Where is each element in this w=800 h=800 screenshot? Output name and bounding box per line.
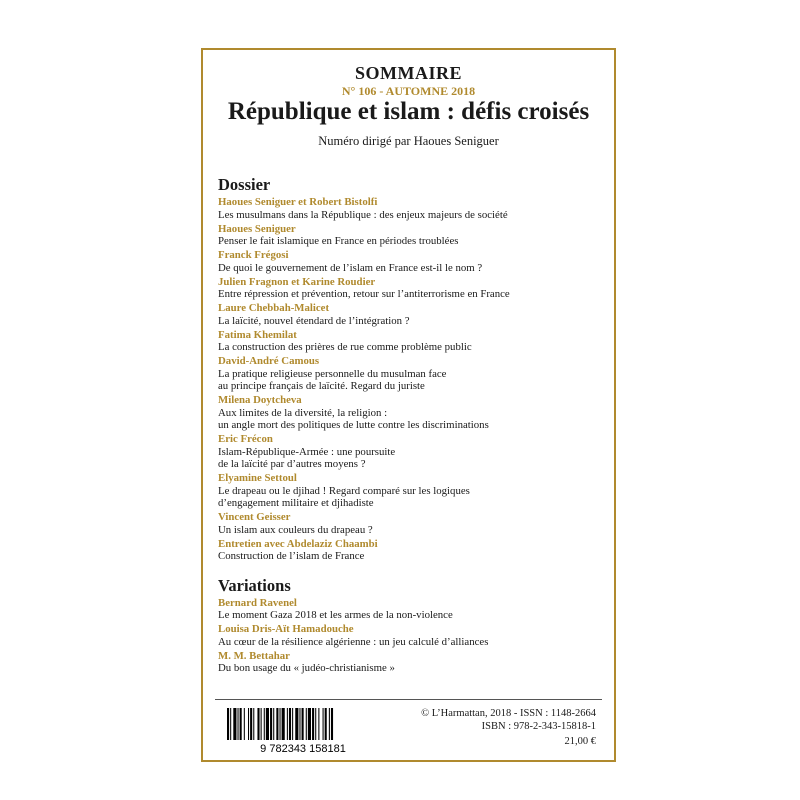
entry-title: Aux limites de la diversité, la religion : xyxy=(218,406,388,419)
table-of-contents xyxy=(218,176,603,676)
entry-title: Penser le fait islamique en France en périodes troublées xyxy=(218,235,459,247)
entry-author: Vincent Geisser xyxy=(218,511,291,523)
toc-entry xyxy=(218,302,603,327)
entry-author: Fatima Khemilat xyxy=(218,328,297,341)
entry-title: De quoi le gouvernement de l’islam en France est-il le nom ? xyxy=(218,261,483,274)
entry-title: au principe français de laïcité. Regard du juriste xyxy=(218,380,425,392)
barcode-digits: 9 782343 158181 xyxy=(260,743,346,753)
copyright-line: © L’Harmattan, 2018 - ISSN : 1148-2664 xyxy=(421,708,596,719)
toc-entry xyxy=(218,650,603,675)
toc-entry xyxy=(218,538,603,563)
isbn-line: ISBN : 978-2-343-15818-1 xyxy=(481,721,596,732)
entry-title: Islam-République-Armée : une poursuite xyxy=(218,445,396,458)
entry-author: Laure Chebbah-Malicet xyxy=(218,302,330,314)
toc-entry xyxy=(218,249,603,274)
entry-title: Au cœur de la résilience algérienne : un jeu calculé d’alliances xyxy=(218,635,489,648)
entry-title: de la laïcité par d’autres moyens ? xyxy=(218,458,366,470)
entry-author: Franck Frégosi xyxy=(218,249,289,261)
issue-title: République et islam : défis croisés xyxy=(227,98,590,125)
entry-title: Entre répression et prévention, retour sur l’antiterrorisme en France xyxy=(218,288,510,300)
issue-editor: Numéro dirigé par Haoues Seniguer xyxy=(318,134,499,148)
entry-title: Construction de l’islam de France xyxy=(218,550,365,562)
toc-entry xyxy=(218,511,603,536)
entry-author: Elyamine Settoul xyxy=(218,472,297,484)
variations-entry-list xyxy=(218,597,603,675)
section-variations xyxy=(218,577,603,675)
entry-title: Les musulmans dans la République : des enjeux majeurs de société xyxy=(218,208,508,221)
entry-title: Le moment Gaza 2018 et les armes de la non-violence xyxy=(218,609,453,621)
entry-author: Louisa Dris-Aït Hamadouche xyxy=(218,623,354,635)
back-cover xyxy=(201,48,616,762)
toc-entry xyxy=(218,597,603,622)
entry-author: Entretien avec Abdelaziz Chaambi xyxy=(218,537,378,550)
entry-author: David-André Camous xyxy=(218,355,320,367)
toc-entry xyxy=(218,472,603,510)
price: 21,00 € xyxy=(564,736,596,747)
toc-entry xyxy=(218,223,603,248)
section-heading: Dossier xyxy=(218,175,271,194)
entry-title: La pratique religieuse personnelle du musulman face xyxy=(218,367,447,380)
entry-title: d’engagement militaire et djihadiste xyxy=(218,497,374,509)
entry-author: Julien Fragnon et Karine Roudier xyxy=(218,275,376,288)
entry-author: Milena Doytcheva xyxy=(218,394,302,406)
entry-title: Un islam aux couleurs du drapeau ? xyxy=(218,523,373,536)
entry-title: Du bon usage du « judéo-christianisme » xyxy=(218,662,395,674)
toc-entry xyxy=(218,623,603,648)
toc-entry xyxy=(218,196,603,221)
entry-author: Haoues Seniguer et Robert Bistolfi xyxy=(218,196,378,208)
footer-divider xyxy=(215,699,602,700)
bibliographic-info xyxy=(421,707,596,733)
toc-entry xyxy=(218,276,603,301)
entry-title: La laïcité, nouvel étendard de l’intégration ? xyxy=(218,314,410,327)
toc-entry xyxy=(218,355,603,393)
section-heading: Variations xyxy=(218,575,291,595)
dossier-entry-list xyxy=(218,196,603,563)
toc-entry xyxy=(218,433,603,471)
entry-author: Bernard Ravenel xyxy=(218,596,297,609)
entry-author: M. M. Bettahar xyxy=(218,649,290,662)
sommaire-heading: SOMMAIRE xyxy=(355,63,462,83)
barcode xyxy=(218,707,388,753)
toc-entry xyxy=(218,394,603,432)
toc-entry xyxy=(218,329,603,354)
entry-author: Eric Frécon xyxy=(218,433,273,445)
entry-author: Haoues Seniguer xyxy=(218,222,296,235)
entry-title: un angle mort des politiques de lutte contre les discriminations xyxy=(218,419,489,431)
entry-title: Le drapeau ou le djihad ! Regard comparé sur les logiques xyxy=(218,484,470,497)
entry-title: La construction des prières de rue comme problème public xyxy=(218,341,472,353)
issue-number: N° 106 - AUTOMNE 2018 xyxy=(341,84,476,98)
section-dossier xyxy=(218,176,603,563)
